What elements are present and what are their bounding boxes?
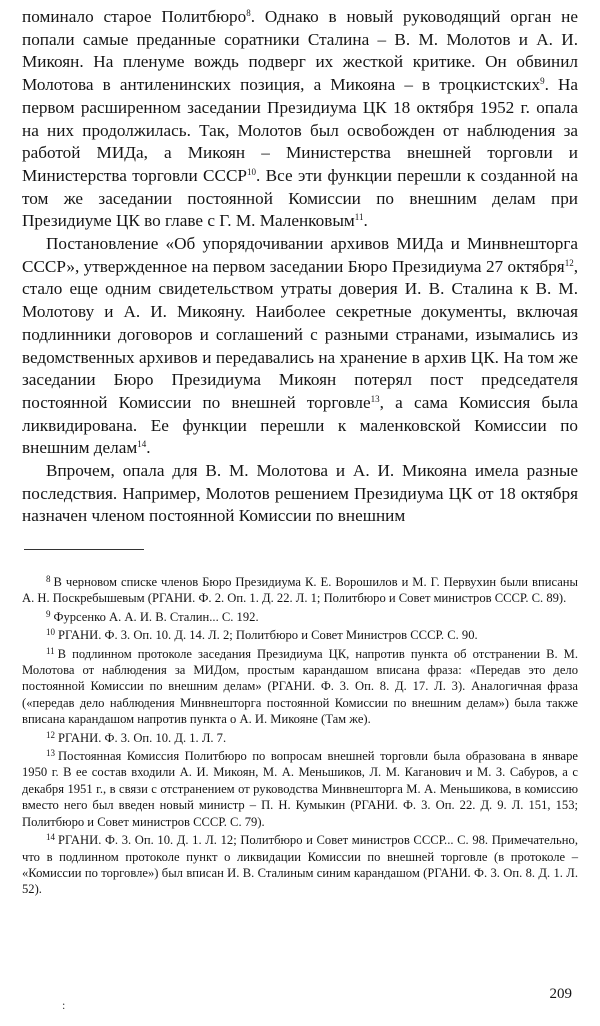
footnote-number: 14 [46,832,55,843]
text-run: , а сама Комиссия была ликвидирована. Ее функции перешли к маленковской Комиссии по внешним делам [22,392,578,458]
text-run: . На первом расширенном заседании Президиума ЦК 18 октября 1952 г. опала на них продолжилась. Так, Молотов был освобожден от наблюдения за работой МИДа, а Микоян – Министерства внешней торговли и Министерства торговли СССР [22,75,579,185]
footnote-9 [22,609,578,625]
footnote-text: В черновом списке членов Бюро Президиума К. Е. Ворошилов и М. Г. Первухин были вписаны А. Н. Поскребышевым (РГАНИ. Ф. 2. Оп. 1. Д. 22. Л. 1; Политбюро и Совет министров СССР. С. 89). [22,575,578,606]
footnote-number: 13 [46,748,55,759]
footnote-14 [22,832,578,898]
footnote-ref-13[interactable]: 13 [370,393,380,404]
footnote-text: РГАНИ. Ф. 3. Оп. 10. Д. 14. Л. 2; Политбюро и Совет Министров СССР. С. 90. [58,628,478,643]
text-run: , стало еще одним свидетельством утраты доверия И. В. Сталина к В. М. Молотову и А. И. Микояну. Наиболее секретные документы, включая подлинники договоров и соглашений с разными странами, изымались из ведомственных архивов и передавались на хранение в архив ЦК. На том же заседании Бюро Президиума Микоян потерял пост председателя постоянной Комиссии по внешней торговле [22,256,578,412]
footnotes [22,574,578,900]
footnote-number: 10 [46,627,55,638]
main-text [22,6,578,528]
text-run: . [146,438,151,458]
footnote-text: В подлинном протоколе заседания Президиума ЦК, напротив пункта об отстранении В. М. Молотова от наблюдения за МИДом, простым карандашом вписана фраза: «Передав это дело постоянной Комиссии по внешним делам» (РГАНИ. Ф. 3. Оп. 8. Д. 17. Л. 3). Аналогичная фраза («передав дело наблюдения Минвнешторга постоянной Комиссии по внешним делам») была также вписана карандашом напротив пункта о А. И. Микояне (Там же). [22,646,578,727]
footnote-ref-12[interactable]: 12 [564,257,574,268]
text-run: поминало старое Политбюро [22,7,247,26]
footnote-ref-9[interactable]: 9 [540,76,545,87]
footnote-separator [24,549,144,550]
footnote-ref-11[interactable]: 11 [354,212,364,223]
footnote-ref-14[interactable]: 14 [137,439,147,450]
footnote-number: 11 [46,645,55,656]
footnote-8 [22,574,578,607]
paragraph-2 [22,233,578,460]
footnote-text: РГАНИ. Ф. 3. Оп. 10. Д. 1. Л. 12; Политбюро и Совет министров СССР... С. 98. Примечательно, что в подлинном протоколе пункт о ликвидации Комиссии по внешней торговле (в протоколе – «Комиссии по торговле») был вписан И. В. Сталиным синим карандашом (РГАНИ. Ф. 3. Оп. 8. Д. 1. Л. 52). [22,833,578,897]
footnote-ref-8[interactable]: 8 [246,8,251,18]
footnote-number: 8 [46,574,51,584]
margin-mark: : [62,998,66,1012]
footnote-text: Постоянная Комиссия Политбюро по вопросам внешней торговли была образована в январе 1950 г. В ее состав входили А. И. Микоян, М. А. Меньшиков, Л. М. Каганович и М. З. Сабуров, а с декабря 1951 г., в связи с отстранением от руководства Минвнешторга М. А. Меньшикова, в комиссию вместо него был введен новый министр – П. Н. Кумыкин (РГАНИ. Ф. 3. Оп. 22. Д. 9. Л. 151, 153; Политбюро и Совет министров СССР. С. 79). [22,749,578,829]
text-run: . Все эти функции перешли к созданной на том же заседании постоянной Комиссии по внешним делам при Президиуме ЦК во главе с Г. М. Маленковым [22,165,578,231]
footnote-10 [22,627,578,643]
text-run: . [363,211,368,231]
text-run: Впрочем, опала для В. М. Молотова и А. И. Микояна имела разные последствия. Например, Молотов решением Президиума ЦК от 18 октября назначен членом постоянной Комиссии по внешним [22,461,578,526]
footnote-13 [22,748,578,830]
paragraph-1 [22,6,578,233]
footnote-text: РГАНИ. Ф. 3. Оп. 10. Д. 1. Л. 7. [58,730,227,745]
footnote-ref-10[interactable]: 10 [246,166,256,177]
text-run: Постановление «Об упорядочивании архивов МИДа и Минвнешторга СССР», утвержденное на первом заседании Бюро Президиума 27 октября [22,234,578,276]
footnote-number: 9 [46,608,51,619]
text-run: . Однако в новый руководящий орган не попали самые преданные соратники Сталина – В. М. Молотов и А. И. Микоян. На пленуме вождь подверг их жесткой критике. Он обвинил Молотова в антиленинских позиция, а Микояна – в троцкистских [22,7,579,95]
footnote-11 [22,646,578,728]
footnote-number: 12 [46,729,55,740]
footnote-12 [22,730,578,746]
paragraph-3 [22,460,578,528]
page-number: 209 [549,986,572,1002]
footnote-text: Фурсенко А. А. И. В. Сталин... С. 192. [53,609,259,624]
